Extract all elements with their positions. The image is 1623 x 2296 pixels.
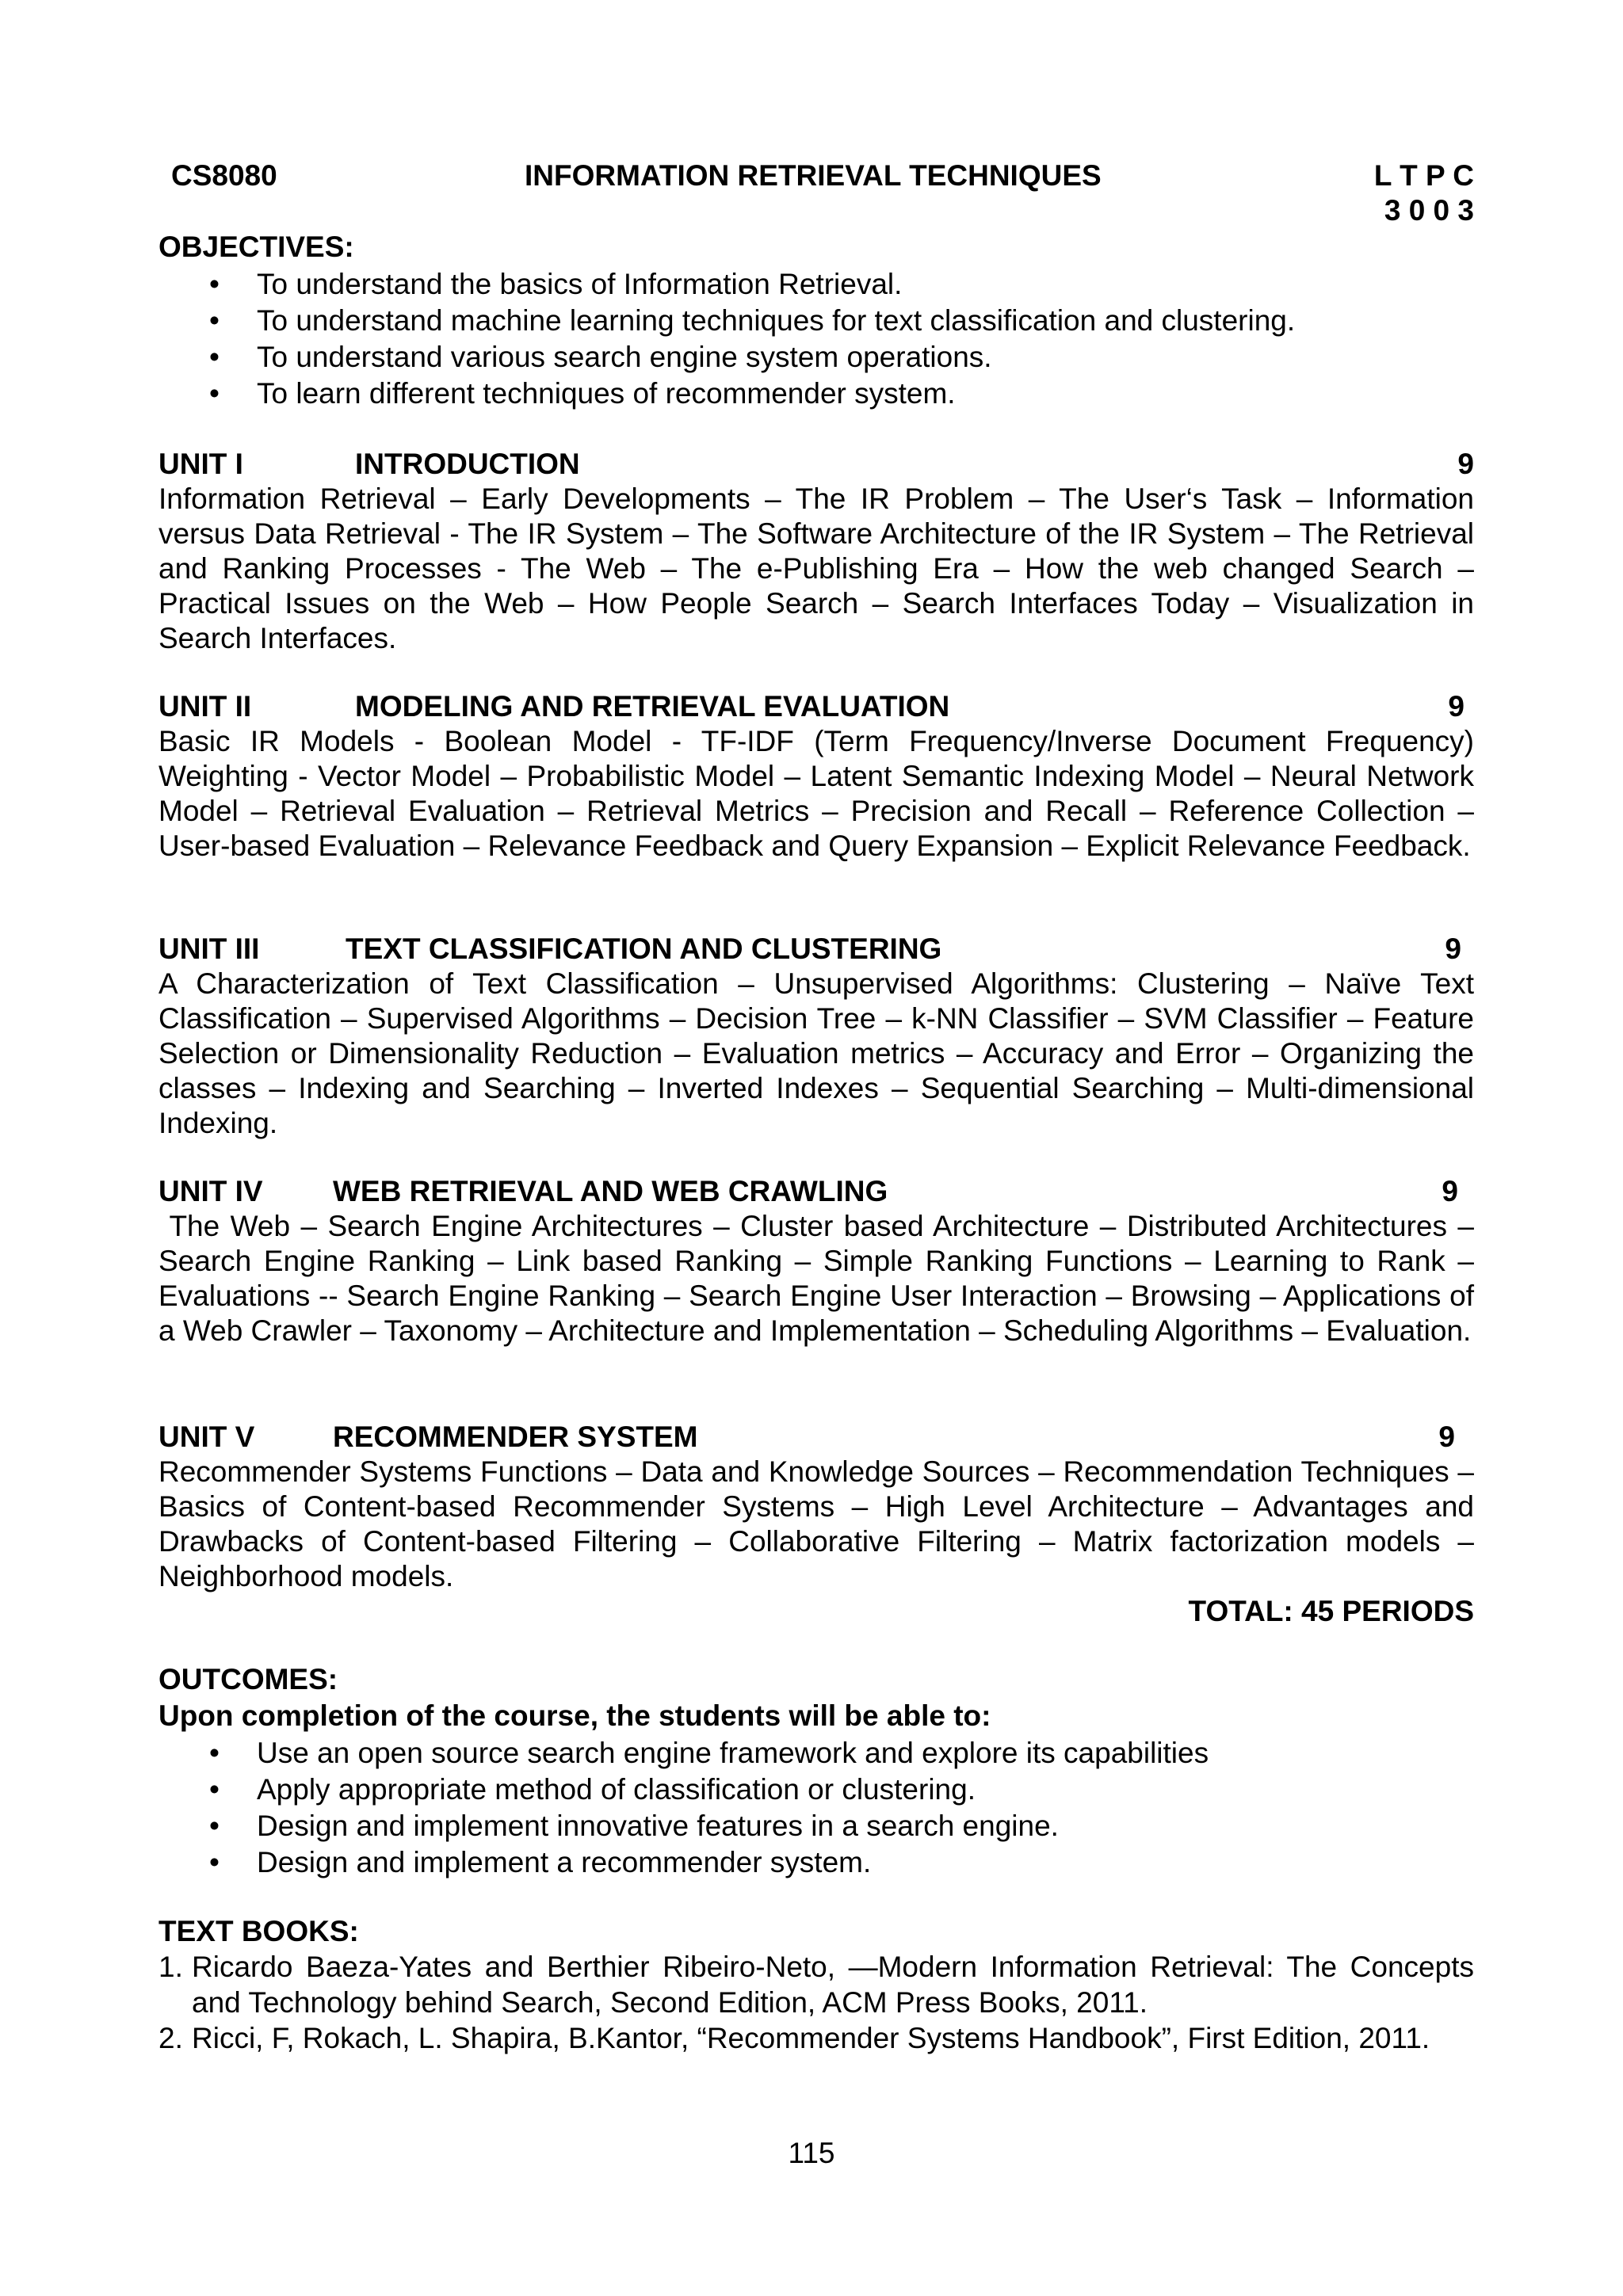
bullet-icon: • <box>209 1810 220 1842</box>
unit-5-hours: 9 <box>1438 1421 1455 1453</box>
unit-4-title: WEB RETRIEVAL AND WEB CRAWLING <box>333 1175 888 1207</box>
course-code: CS8080 <box>171 159 277 192</box>
page-number: 115 <box>788 2137 835 2169</box>
list-item: 1. Ricardo Baeza-Yates and Berthier Ribeiro-Neto, ―Modern Information Retrieval: The Concepts and Technology behind Search, Second Edition, ACM Press Books, 2011. <box>158 1951 1474 2019</box>
list-item: • To understand machine learning techniques for text classification and clustering. <box>158 303 1474 339</box>
list-item: • To understand the basics of Information Retrieval. <box>158 266 1474 303</box>
course-title: INFORMATION RETRIEVAL TECHNIQUES <box>525 159 1102 192</box>
unit-5-body: Recommender Systems Functions – Data and Knowledge Sources – Recommendation Techniques – Basics of Content-based Recommender Systems – High Level Architecture – Advantages and Drawbacks of Content-based Filtering – Collaborative Filtering – Matrix factorization models – Neighborhood models. <box>158 1455 1474 1592</box>
outcomes-heading: OUTCOMES: <box>158 1663 338 1695</box>
unit-4-body: The Web – Search Engine Architectures – Cluster based Architecture – Distributed Architectures – Search Engine Ranking – Link based Ranking – Simple Ranking Functions – Learning to Rank – Evaluations -- Search Engine Ranking – Search Engine User Interaction – Browsing – Applications of a Web Crawler – Taxonomy – Architecture and Implementation – Scheduling Algorithms – Evaluation. <box>158 1210 1483 1347</box>
bullet-icon: • <box>209 377 220 410</box>
unit-4-hours: 9 <box>1442 1175 1458 1207</box>
list-item: • To learn different techniques of recommender system. <box>158 376 1474 412</box>
objectives-heading: OBJECTIVES: <box>158 231 354 263</box>
bullet-icon: • <box>209 1773 220 1806</box>
list-item: • Use an open source search engine framework and explore its capabilities <box>158 1735 1474 1772</box>
unit-3-hours: 9 <box>1445 933 1461 965</box>
list-item: 2. Ricci, F, Rokach, L. Shapira, B.Kantor, “Recommender Systems Handbook”, First Edition, 2011. <box>158 2022 1430 2054</box>
bullet-icon: • <box>209 1846 220 1878</box>
unit-2-title: MODELING AND RETRIEVAL EVALUATION <box>355 690 950 723</box>
unit-3-title: TEXT CLASSIFICATION AND CLUSTERING <box>346 933 942 965</box>
list-item: • To understand various search engine system operations. <box>158 339 1474 376</box>
unit-2-label: UNIT II <box>158 690 252 723</box>
objectives-list <box>158 266 1474 412</box>
unit-1-hours: 9 <box>1457 448 1474 480</box>
total-periods: TOTAL: 45 PERIODS <box>1188 1595 1474 1627</box>
list-item: • Design and implement innovative features in a search engine. <box>158 1808 1474 1844</box>
unit-2-body: Basic IR Models - Boolean Model - TF-IDF (Term Frequency/Inverse Document Frequency) Weighting - Vector Model – Probabilistic Model – Latent Semantic Indexing Model – Neural Network Model – Retrieval Evaluation – Retrieval Metrics – Precision and Recall – Reference Collection – User-based Evaluation – Relevance Feedback and Query Expansion – Explicit Relevance Feedback. <box>158 725 1474 862</box>
bullet-icon: • <box>209 341 220 373</box>
unit-1-body: Information Retrieval – Early Developments – The IR Problem – The User‘s Task – Information versus Data Retrieval - The IR System – The Software Architecture of the IR System – The Retrieval and Ranking Processes - The Web – The e-Publishing Era – How the web changed Search – Practical Issues on the Web – How People Search – Search Interfaces Today – Visualization in Search Interfaces. <box>158 482 1474 654</box>
text-books-list <box>158 1949 1474 2056</box>
list-item: • Design and implement a recommender system. <box>158 1844 1474 1881</box>
unit-3-body: A Characterization of Text Classification – Unsupervised Algorithms: Clustering – Naïve Text Classification – Supervised Algorithms – Decision Tree – k-NN Classifier – SVM Classifier – Feature Selection or Dimensionality Reduction – Evaluation metrics – Accuracy and Error – Organizing the classes – Indexing and Searching – Inverted Indexes – Sequential Searching – Multi-dimensional Indexing. <box>158 967 1474 1139</box>
unit-5-label: UNIT V <box>158 1421 255 1453</box>
unit-5-title: RECOMMENDER SYSTEM <box>333 1421 698 1453</box>
unit-4-label: UNIT IV <box>158 1175 263 1207</box>
ltpc-values: 3 0 0 3 <box>1384 194 1474 227</box>
outcomes-list <box>158 1735 1474 1881</box>
unit-3-label: UNIT III <box>158 933 260 965</box>
outcomes-intro: Upon completion of the course, the students will be able to: <box>158 1699 991 1732</box>
unit-1-label: UNIT I <box>158 448 243 480</box>
unit-1-title: INTRODUCTION <box>355 448 580 480</box>
bullet-icon: • <box>209 304 220 337</box>
unit-2-hours: 9 <box>1448 690 1465 723</box>
bullet-icon: • <box>209 268 220 300</box>
ltpc-label: L T P C <box>1373 159 1474 192</box>
list-item: • Apply appropriate method of classification or clustering. <box>158 1772 1474 1808</box>
text-books-heading: TEXT BOOKS: <box>158 1915 359 1947</box>
bullet-icon: • <box>209 1737 220 1769</box>
